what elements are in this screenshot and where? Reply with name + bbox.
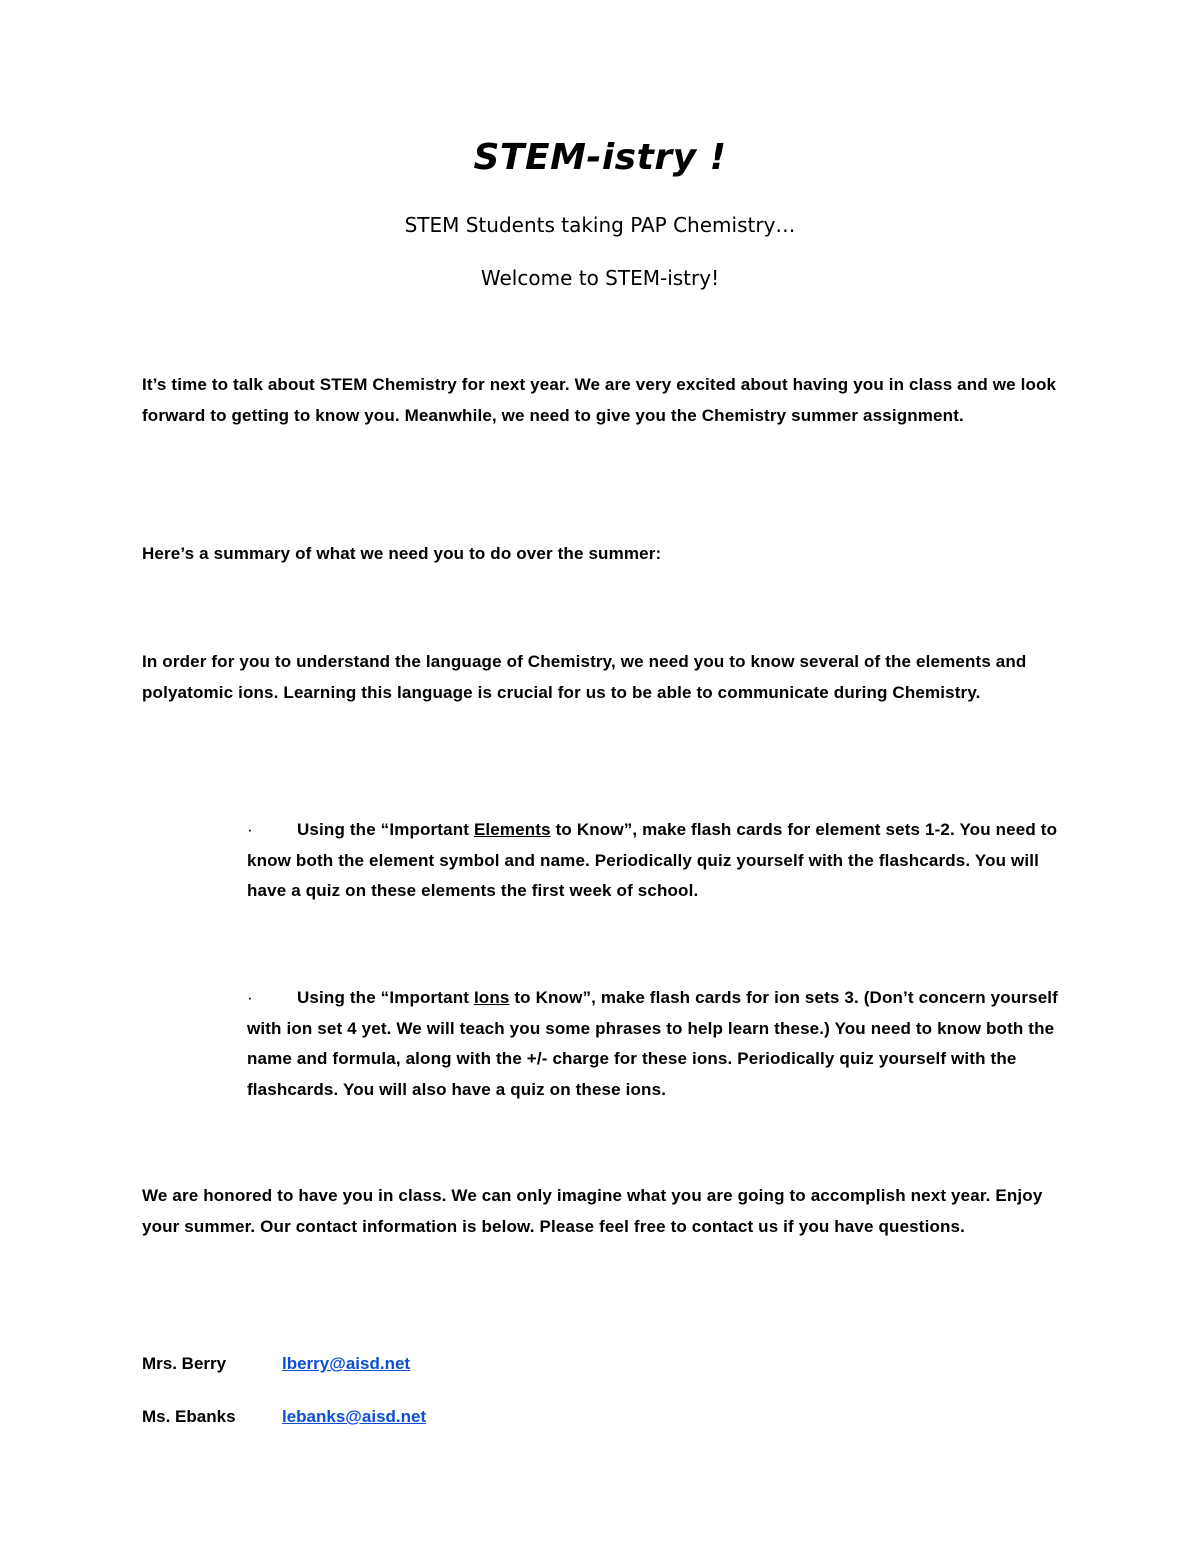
bullet-marker: · <box>247 988 253 1007</box>
intro-paragraph: It’s time to talk about STEM Chemistry for next year. We are very excited about having you in class and we look forward to getting to know you. Meanwhile, we need to give you the Chemistry summer assignment. <box>142 375 1057 425</box>
contact-name: Ms. Ebanks <box>142 1407 236 1426</box>
bullet-text-rest: to Know”, make flash cards for ion sets 3. (Don’t concern yourself with ion set 4 yet. We will teach you some phrases to help learn these.) You need to know both the name and formula, along with the +/- charge for these ions. Periodically quiz yourself with the flashcards. You will also have a quiz on these ions. <box>247 988 1058 1099</box>
bullet-text-start: Using the “Important <box>297 988 474 1007</box>
subtitle-students: STEM Students taking PAP Chemistry… <box>404 213 796 237</box>
underlined-word-elements: Elements <box>473 820 551 839</box>
summary-paragraph: Here’s a summary of what we need you to do over the summer: <box>142 544 662 563</box>
closing-paragraph: We are honored to have you in class. We can only imagine what you are going to accomplish next year. Enjoy your summer. Our contact information is below. Please feel free to contact us if you have questions. <box>142 1186 1043 1236</box>
contact-row-ebanks <box>142 1405 426 1429</box>
list-item-elements <box>247 815 1067 907</box>
bullet-marker: · <box>247 820 253 839</box>
contact-name: Mrs. Berry <box>142 1354 227 1373</box>
list-item-ions <box>247 983 1067 1105</box>
subtitle-welcome: Welcome to STEM-istry! <box>480 266 720 290</box>
bullet-text-rest: to Know”, make flash cards for element sets 1-2. You need to know both the element symbol and name. Periodically quiz yourself with the flashcards. You will have a quiz on these elements the first week of school. <box>247 820 1058 900</box>
email-link-berry[interactable]: lberry@aisd.net <box>282 1354 411 1373</box>
contact-row-berry <box>142 1352 410 1376</box>
email-link-ebanks[interactable]: lebanks@aisd.net <box>282 1407 427 1426</box>
underlined-word-ions: Ions <box>473 988 510 1007</box>
bullet-text-start: Using the “Important <box>297 820 474 839</box>
language-paragraph: In order for you to understand the language of Chemistry, we need you to know several of the elements and polyatomic ions. Learning this language is crucial for us to be able to communicate during Chemistry. <box>142 652 1027 702</box>
document-title: STEM-istry ! <box>473 137 727 178</box>
